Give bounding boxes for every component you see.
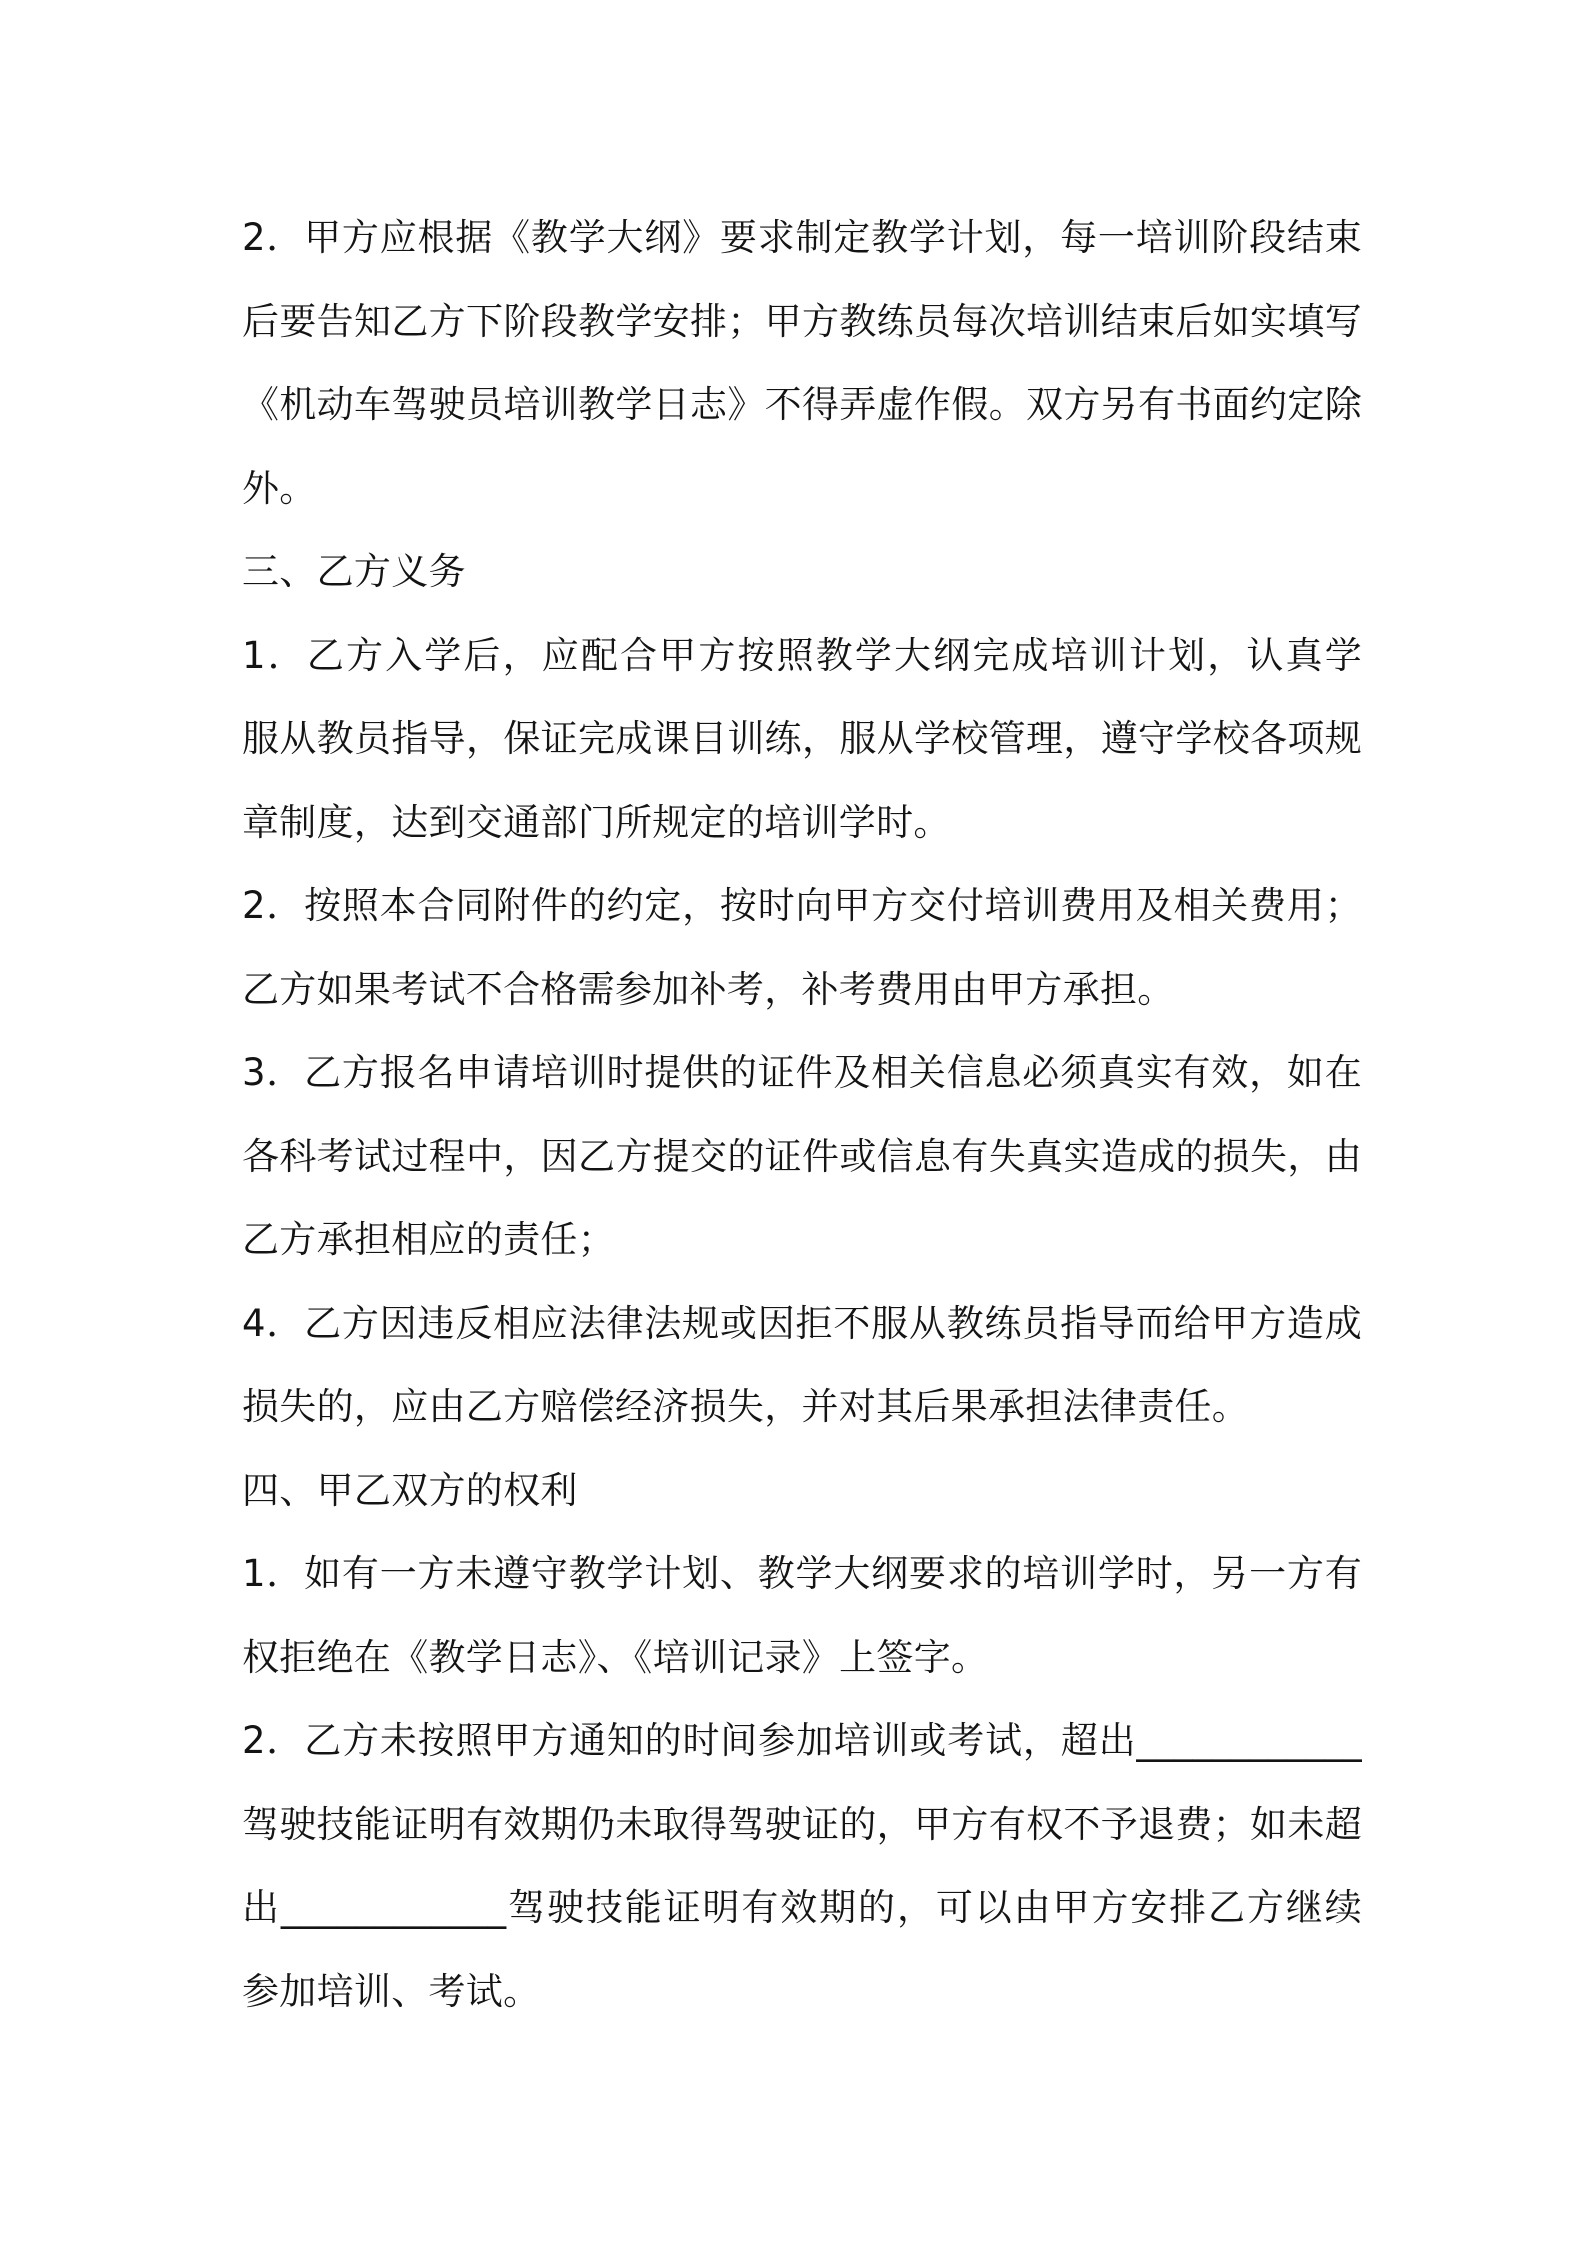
clause-c4-line-1: 4．乙方因违反相应法律法规或因拒不服从教练员指导而给甲方造成 — [242, 1301, 1362, 1345]
clause-d1-line-2: 权拒绝在《教学日志》、《培训记录》上签字。 — [242, 1635, 989, 1679]
clause-d2-line-3: 出____________驾驶技能证明有效期的，可以由甲方安排乙方继续 — [242, 1886, 1362, 1929]
clause-d1-line-1: 1．如有一方未遵守教学计划、教学大纲要求的培训学时，另一方有 — [242, 1552, 1362, 1595]
clause-c3-line-3: 乙方承担相应的责任； — [242, 1218, 615, 1261]
clause-b2-line-3: 《机动车驾驶员培训教学日志》不得弄虚作假。双方另有书面约定除 — [242, 383, 1362, 426]
clause-b2-line-1: 2．甲方应根据《教学大纲》要求制定教学计划，每一培训阶段结束 — [242, 216, 1362, 259]
clause-c1-line-1: 1．乙方入学后，应配合甲方按照教学大纲完成培训计划，认真学 — [242, 633, 1362, 677]
clause-c3-line-2: 各科考试过程中，因乙方提交的证件或信息有失真实造成的损失，由 — [242, 1134, 1362, 1178]
clause-c3-line-1: 3．乙方报名申请培训时提供的证件及相关信息必须真实有效，如在 — [242, 1051, 1362, 1094]
clause-c4-line-2: 损失的，应由乙方赔偿经济损失，并对其后果承担法律责任。 — [242, 1385, 1250, 1428]
clause-d2-line-4: 参加培训、考试。 — [242, 1969, 541, 2013]
clause-c2-line-1: 2．按照本合同附件的约定，按时向甲方交付培训费用及相关费用； — [242, 884, 1362, 927]
clause-c1-line-2: 服从教员指导，保证完成课目训练，服从学校管理，遵守学校各项规 — [242, 717, 1362, 760]
section-heading-3: 三、乙方义务 — [242, 550, 466, 593]
clause-c2-line-2: 乙方如果考试不合格需参加补考，补考费用由甲方承担。 — [242, 967, 1175, 1011]
clause-d2-line-2: 驾驶技能证明有效期仍未取得驾驶证的，甲方有权不予退费；如未超 — [242, 1802, 1362, 1846]
clause-c1-line-3: 章制度，达到交通部门所规定的培训学时。 — [242, 800, 951, 844]
document-body — [242, 196, 1362, 2033]
section-heading-4: 四、甲乙双方的权利 — [242, 1468, 578, 1512]
clause-b2-line-4: 外。 — [242, 466, 317, 510]
clause-d2-line-1: 2．乙方未按照甲方通知的时间参加培训或考试，超出____________ — [242, 1719, 1362, 1762]
clause-b2-line-2: 后要告知乙方下阶段教学安排；甲方教练员每次培训结束后如实填写 — [242, 299, 1362, 343]
